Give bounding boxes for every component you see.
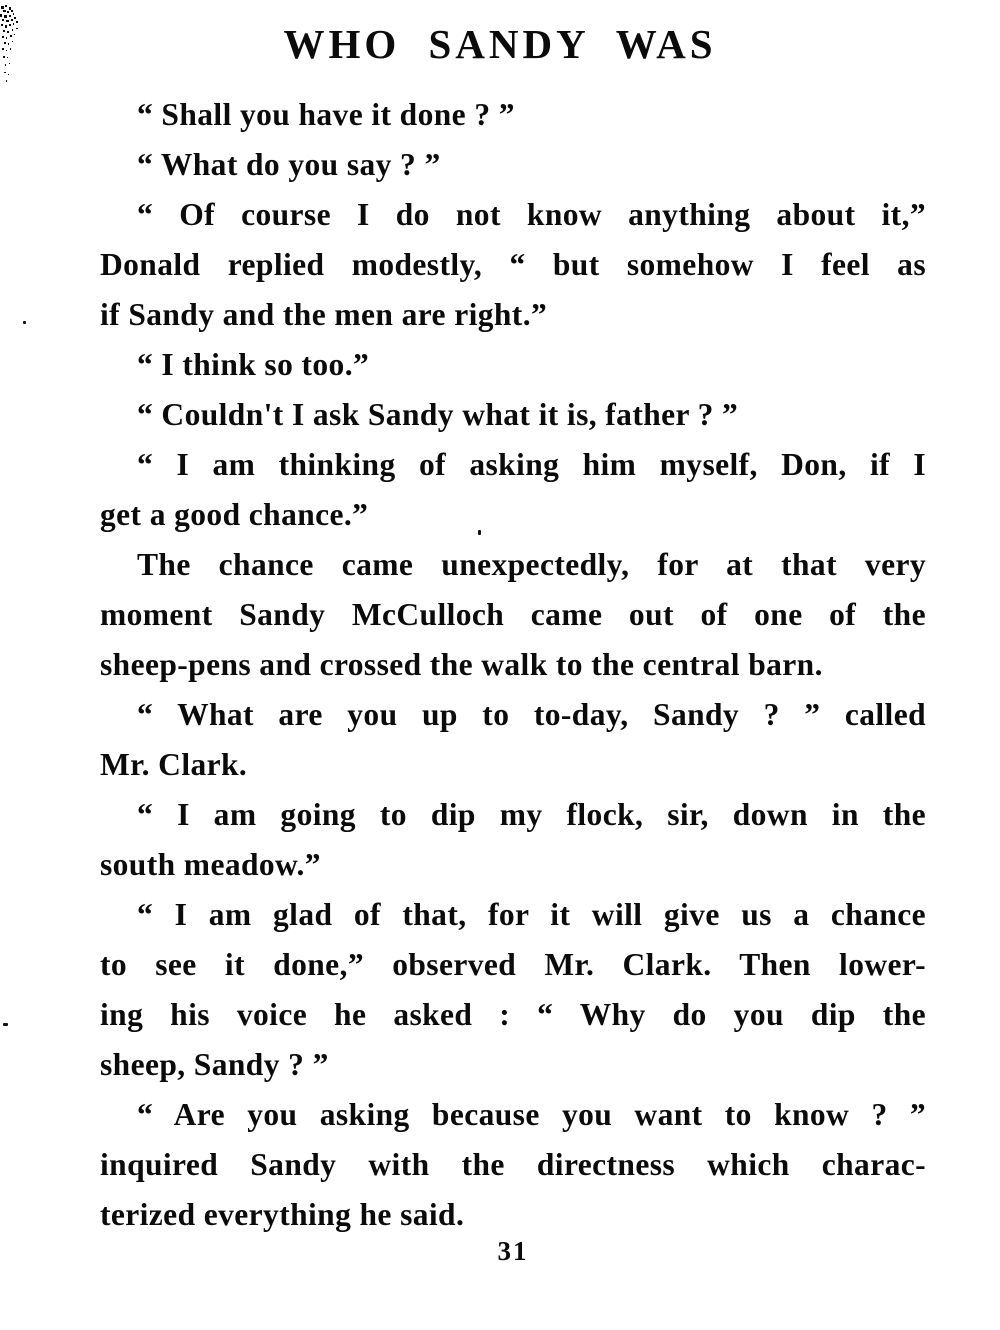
scan-speck: [3, 1023, 8, 1026]
text-block: [100, 90, 926, 1240]
text-line: “ I think so too.”: [137, 347, 370, 382]
chapter-title: WHO SANDY WAS: [283, 21, 717, 67]
text-line: “ Couldn't I ask Sandy what it is, father ? ”: [137, 397, 739, 432]
text-line: terized everything he said.: [100, 1197, 465, 1232]
text-line: “ What are you up to to-day, Sandy ? ” called: [137, 697, 926, 732]
paragraph: [100, 340, 926, 390]
paragraph: [100, 1090, 926, 1240]
text-line: “ Are you asking because you want to know ? ”: [137, 1097, 926, 1132]
text-line: “ What do you say ? ”: [137, 147, 441, 182]
paragraph: [100, 890, 926, 1090]
paragraph: [100, 540, 926, 690]
paragraph: [100, 390, 926, 440]
text-line: “ Shall you have it done ? ”: [137, 97, 515, 132]
text-line: inquired Sandy with the directness which charac-: [100, 1147, 926, 1182]
text-line: The chance came unexpectedly, for at that very: [137, 547, 926, 582]
text-line: to see it done,” observed Mr. Clark. Then lower-: [100, 947, 926, 982]
text-line: sheep-pens and crossed the walk to the central barn.: [100, 647, 823, 682]
text-line: ing his voice he asked : “ Why do you dip the: [100, 997, 926, 1032]
text-line: “ I am glad of that, for it will give us a chance: [137, 897, 926, 932]
paragraph: [100, 690, 926, 790]
text-line: south meadow.”: [100, 847, 321, 882]
text-line: moment Sandy McCulloch came out of one of the: [100, 597, 926, 632]
text-line: get a good chance.”: [100, 497, 369, 532]
text-line: Donald replied modestly, “ but somehow I feel as: [100, 247, 926, 282]
paragraph: [100, 90, 926, 140]
text-line: if Sandy and the men are right.”: [100, 297, 548, 332]
text-line: “ I am going to dip my flock, sir, down in the: [137, 797, 926, 832]
paragraph: [100, 190, 926, 340]
text-line: “ Of course I do not know anything about it,”: [137, 197, 926, 232]
text-line: Mr. Clark.: [100, 747, 248, 782]
page-number: 31: [497, 1236, 529, 1266]
paragraph: [100, 440, 926, 540]
paragraph: [100, 790, 926, 890]
text-line: sheep, Sandy ? ”: [100, 1047, 329, 1082]
text-line: “ I am thinking of asking him myself, Don, if I: [137, 447, 926, 482]
scan-speck: [23, 321, 26, 324]
paragraph: [100, 140, 926, 190]
